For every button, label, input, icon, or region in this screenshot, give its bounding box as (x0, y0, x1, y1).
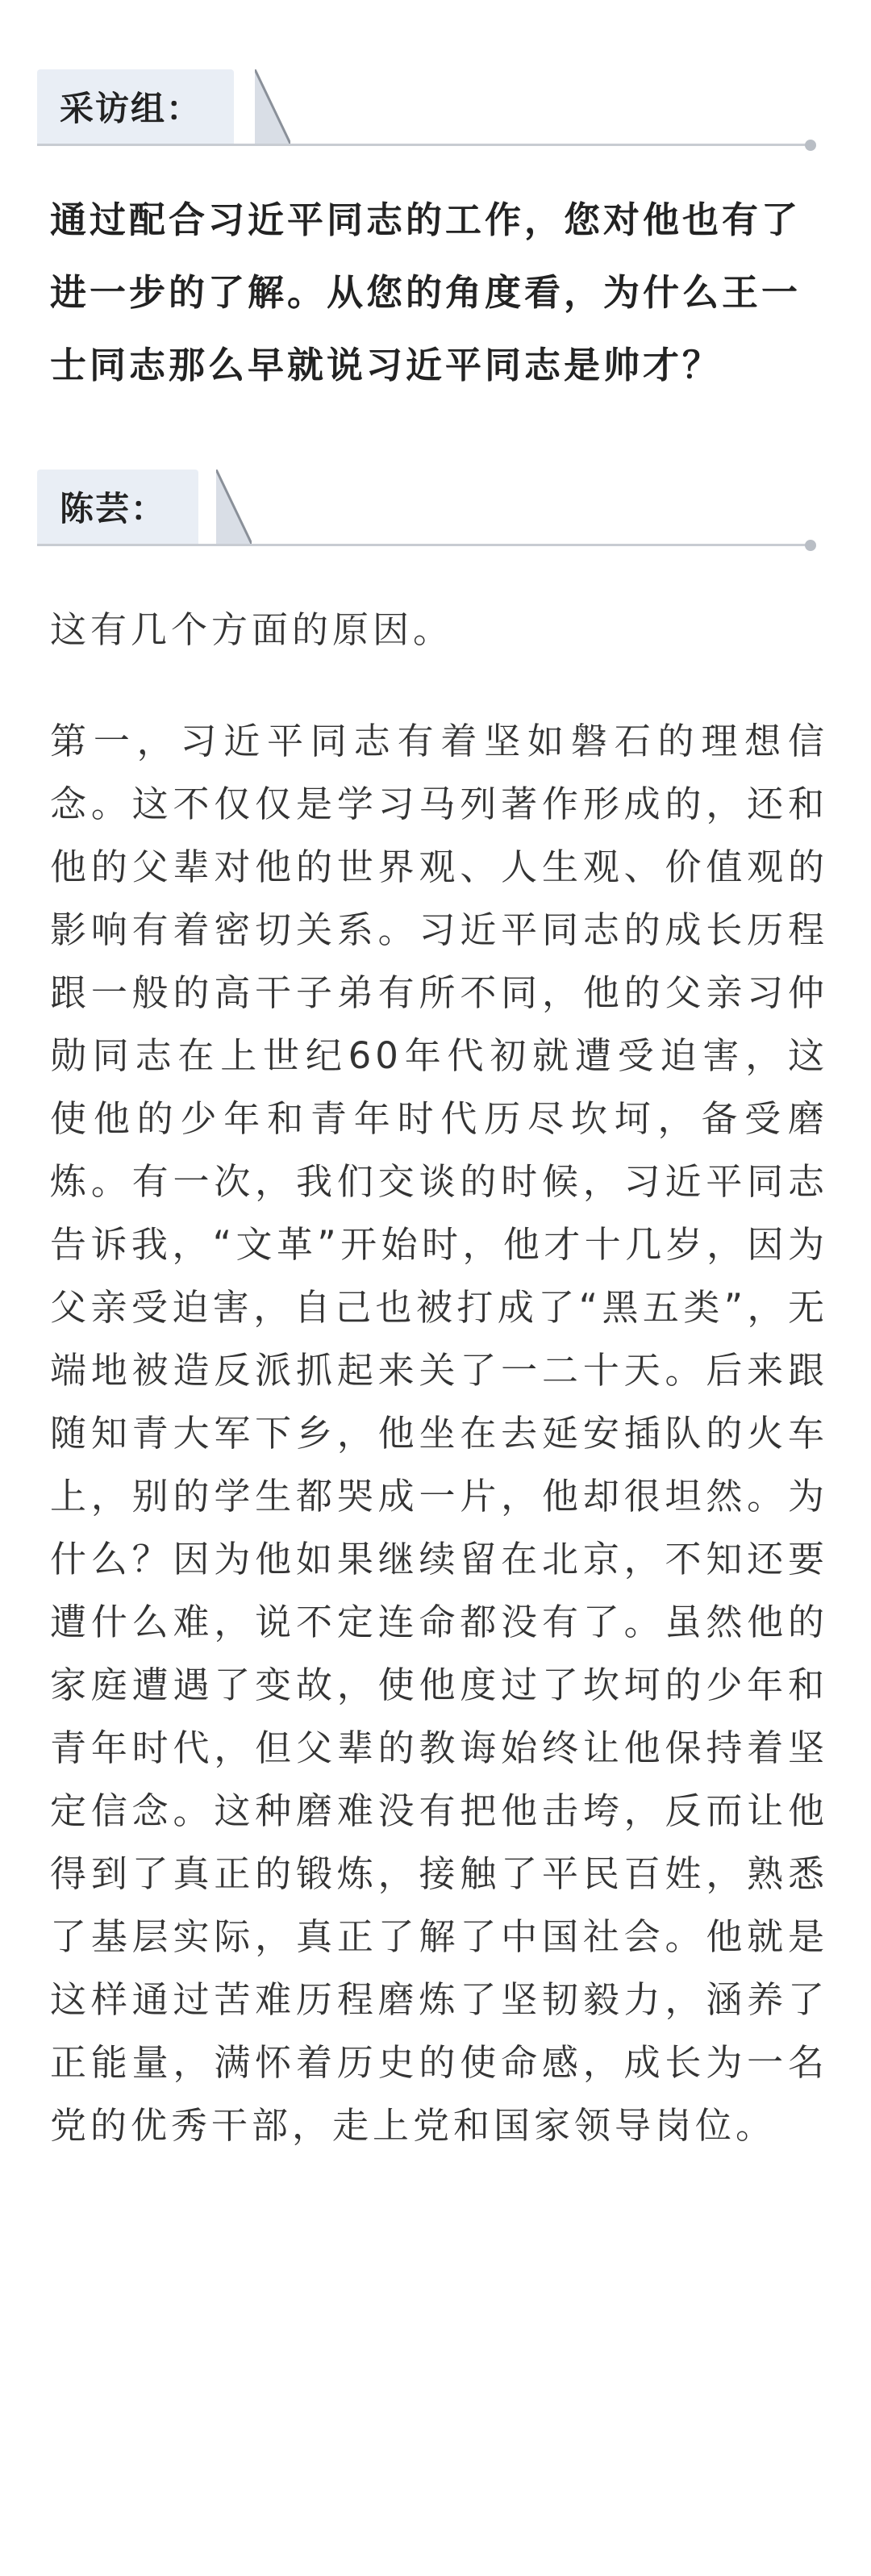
interviewee-label: 陈芸： (37, 470, 198, 544)
question-text: 通过配合习近平同志的工作，您对他也有了进一步的了解。从您的角度看，为什么王一士同志那么早就说习近平同志是帅才？ (50, 198, 802, 386)
divider-end-dot (805, 540, 816, 551)
interviewee-divider (37, 544, 811, 546)
interviewee-header (37, 470, 827, 558)
interviewer-label: 采访组： (37, 69, 234, 144)
answer-intro: 这有几个方面的原因。 (50, 608, 454, 651)
divider-end-dot (805, 140, 816, 151)
tab-fold-decoration (216, 470, 252, 544)
tab-fold-decoration (255, 69, 290, 144)
answer-paragraph: 第一，习近平同志有着坚如磐石的理想信念。这不仅仅是学习马列著作形成的，还和他的父辈对他的世界观、人生观、价值观的影响有着密切关系。习近平同志的成长历程跟一般的高干子弟有所不同，他的父亲习仲勋同志在上世纪60年代初就遭受迫害，这使他的少年和青年时代历尽坎坷，备受磨炼。有一次，我们交谈的时候，习近平同志告诉我，“文革”开始时，他才十几岁，因为父亲受迫害，自己也被打成了“黑五类”，无端地被造反派抓起来关了一二十天。后来跟随知青大军下乡，他坐在去延安插队的火车上，别的学生都哭成一片，他却很坦然。为什么？因为他如果继续留在北京，不知还要遭什么难，说不定连命都没有了。虽然他的家庭遭遇了变故，使他度过了坎坷的少年和青年时代，但父辈的教诲始终让他保持着坚定信念。这种磨难没有把他击垮，反而让他得到了真正的锻炼，接触了平民百姓，熟悉了基层实际，真正了解了中国社会。他就是这样通过苦难历程磨炼了坚韧毅力，涵养了正能量，满怀着历史的使命感，成长为一名党的优秀干部，走上党和国家领导岗位。 (50, 720, 828, 2147)
interviewer-divider (37, 144, 811, 146)
interviewer-header (37, 69, 827, 158)
